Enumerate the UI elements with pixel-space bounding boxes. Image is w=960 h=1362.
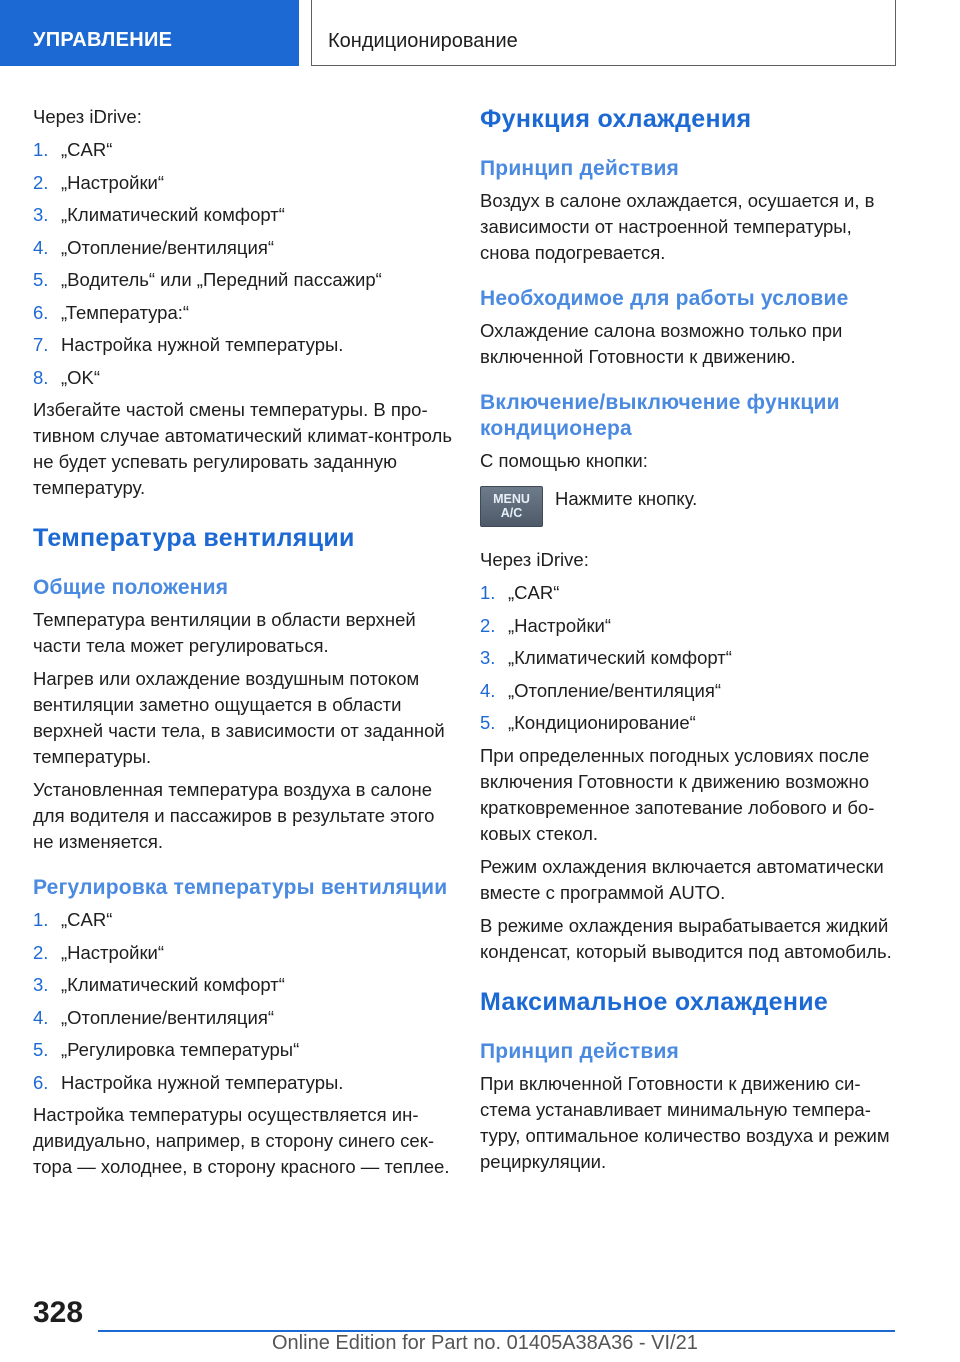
list-text: „Отопление/вентиляция“ (61, 1006, 275, 1028)
list-text: Настройка нужной температуры. (61, 1071, 344, 1093)
list-item (33, 137, 453, 163)
subheading-regulate-vent-temp: Регулировка температуры вентиляции (33, 876, 448, 899)
paragraph-auto: Режим охлаждения включается автоматически вместе с программой AUTO. (480, 855, 884, 903)
list-number: 4. (480, 679, 496, 701)
list-text: „CAR“ (61, 139, 113, 160)
button-label-line1: MENU (493, 492, 530, 506)
list-item (480, 710, 900, 736)
paragraph-condition: Охлаждение салона возможно только при включенной Готовности к движению. (480, 320, 843, 367)
paragraph-general-2: Нагрев или охлаждение воздушным потоком вентиляции заметно ощущается в области верхней части тела, в зависимости от заданной температуры. (33, 668, 445, 767)
list-number: 6. (33, 301, 49, 323)
list-number: 4. (33, 236, 49, 258)
list-text: „CAR“ (508, 582, 560, 603)
list-text: „OK“ (61, 366, 101, 388)
list-item (33, 202, 453, 228)
list-item (33, 940, 453, 966)
steps-list-vent (33, 907, 453, 1096)
heading-vent-temperature: Температура вентиляции (33, 524, 355, 552)
list-text: „Кондиционирование“ (508, 712, 696, 733)
list-number: 1. (33, 139, 49, 160)
heading-max-cooling: Максимальное охлаждение (480, 987, 829, 1016)
subheading-on-off: Включение/выключение функции кондиционера (480, 391, 840, 440)
list-number: 2. (480, 614, 496, 636)
list-number: 2. (33, 171, 49, 193)
list-number: 1. (33, 909, 49, 930)
idrive-intro: Через iDrive: (480, 549, 589, 570)
list-number: 8. (33, 366, 49, 388)
paragraph-general-3: Установленная температура воздуха в салоне для водителя и пассажиров в результате этого не изменяется. (33, 779, 435, 852)
list-item (33, 170, 453, 196)
heading-cooling-function: Функция охлаждения (480, 105, 752, 133)
list-number: 3. (33, 974, 49, 995)
subheading-general: Общие положения (33, 576, 229, 599)
subheading-condition: Необходимое для работы условие (480, 287, 849, 310)
list-number: 7. (33, 334, 49, 355)
list-text: „CAR“ (61, 909, 113, 930)
list-text: „Регулировка температуры“ (61, 1039, 300, 1060)
list-item (33, 267, 453, 293)
press-button-text: Нажмите кнопку. (555, 488, 698, 509)
paragraph-condensate: В режиме охлаждения вырабатывается жидкий конденсат, который выводится под автомобиль. (480, 914, 892, 962)
list-number: 5. (33, 1039, 49, 1060)
list-item (33, 300, 453, 326)
list-item (480, 580, 900, 606)
button-label-line2: A/C (500, 506, 523, 520)
list-item (33, 235, 453, 261)
paragraph-button-intro: С помощью кнопки: (480, 450, 648, 471)
paragraph-principle: Воздух в салоне охлаждается, осушается и, в зависимости от настроенной температуры, снова подогревается. (480, 190, 875, 263)
list-number: 4. (33, 1006, 49, 1028)
footer-edition: Online Edition for Part no. 01405A38A36 - VI/21 (272, 1332, 698, 1354)
page-number: 328 (33, 1296, 84, 1329)
chapter-box (311, 0, 896, 66)
list-item (480, 678, 900, 704)
menu-ac-button-row (480, 486, 900, 527)
left-column (33, 104, 453, 1187)
list-item (33, 1037, 453, 1063)
right-column (480, 104, 900, 1182)
list-text: „Климатический комфорт“ (508, 647, 732, 668)
list-number: 2. (33, 941, 49, 963)
list-number: 3. (33, 204, 49, 225)
list-text: Настройка нужной температуры. (61, 334, 344, 355)
list-text: „Настройки“ (61, 941, 165, 963)
list-item (33, 332, 453, 358)
paragraph-avoid-changes: Избегайте частой смены температуры. В противном случае автоматический климат-контроль не будет успевать регулировать заданную температуру. (33, 399, 452, 498)
list-text: „Климатический комфорт“ (61, 204, 285, 225)
list-item (33, 1070, 453, 1096)
list-text: „Температура:“ (61, 301, 190, 323)
list-text: „Водитель“ или „Передний пассажир“ (61, 269, 382, 290)
list-item (33, 972, 453, 998)
page-header (0, 0, 960, 66)
list-item (33, 907, 453, 933)
list-text: „Настройки“ (508, 614, 612, 636)
section-tab: УПРАВЛЕНИЕ (0, 0, 299, 66)
list-number: 1. (480, 582, 496, 603)
list-text: „Настройки“ (61, 171, 165, 193)
paragraph-general-1: Температура вентиляции в области верхней части тела может регулироваться. (33, 609, 416, 656)
paragraph-vent-setting: Настройка температуры осуществляется индивидуально, например, в сторону синего сектора — холоднее, в сторону красного — теплее. (33, 1104, 450, 1177)
paragraph-fogging: При определенных погодных условиях после включения Готовности к движению возможно кратковременное запотевание лобового и боковых стекол. (480, 744, 875, 844)
steps-list-ac (480, 580, 900, 736)
menu-ac-button-icon (480, 486, 543, 527)
list-number: 6. (33, 1071, 49, 1093)
idrive-intro: Через iDrive: (33, 106, 142, 127)
list-text: „Отопление/вентиляция“ (61, 236, 275, 258)
list-text: „Климатический комфорт“ (61, 974, 285, 995)
list-text: „Отопление/вентиляция“ (508, 679, 722, 701)
list-number: 5. (33, 269, 49, 290)
list-item (33, 365, 453, 391)
subheading-principle-max: Принцип действия (480, 1039, 680, 1063)
steps-list-temperature (33, 137, 453, 391)
list-item (480, 613, 900, 639)
chapter-title: Кондиционирование (328, 30, 518, 52)
list-number: 5. (480, 712, 496, 733)
list-item (480, 645, 900, 671)
subheading-principle: Принцип действия (480, 157, 680, 180)
paragraph-max-cooling: При включенной Готовности к движению система устанавливает минимальную температуру, оптимальное количество воздуха и режим рециркуляции. (480, 1072, 890, 1172)
list-item (33, 1005, 453, 1031)
list-number: 3. (480, 647, 496, 668)
